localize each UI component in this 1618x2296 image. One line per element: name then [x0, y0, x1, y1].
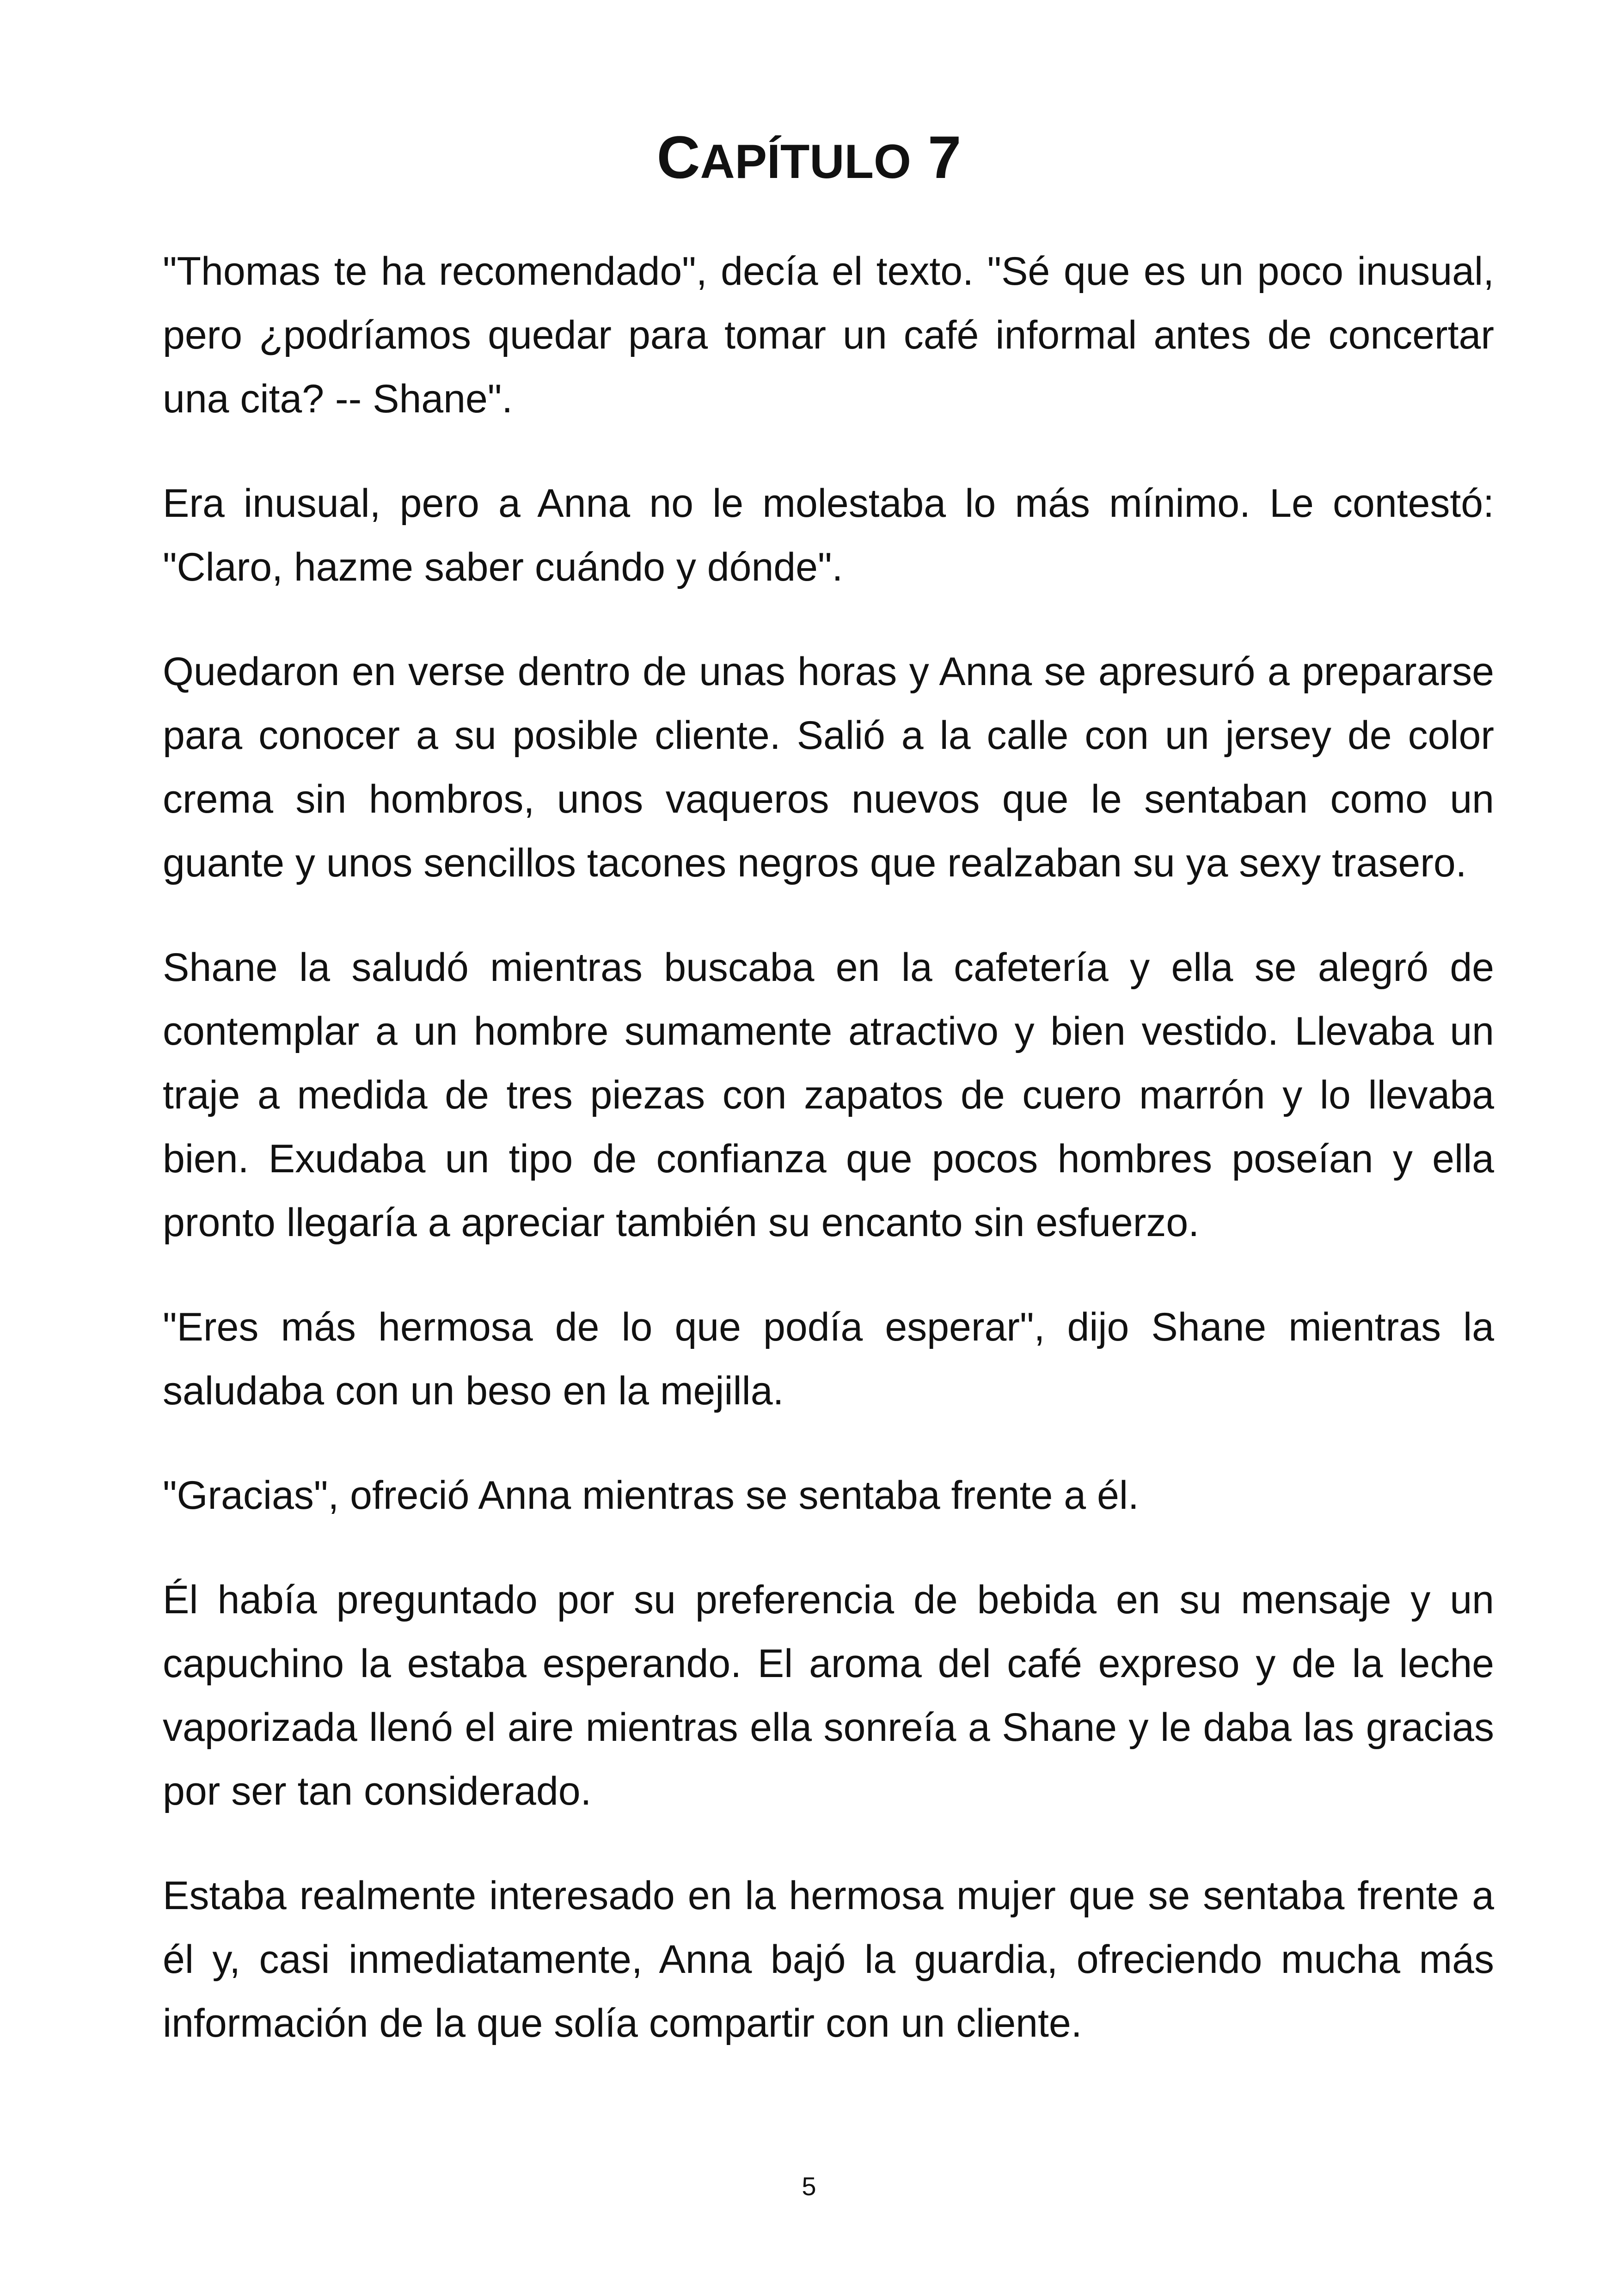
paragraph: Era inusual, pero a Anna no le molestaba lo más mínimo. Le contestó: "Claro, hazme saber cuándo y dónde".	[163, 481, 1494, 589]
chapter-number: 7	[928, 123, 962, 191]
chapter-title-initial: C	[656, 123, 700, 191]
paragraph: Él había preguntado por su preferencia de bebida en su mensaje y un capuchino la estaba esperando. El aroma del café expreso y de la leche vaporizada llenó el aire mientras ella sonreía a Shane y le daba las gracias por ser tan considerado.	[163, 1578, 1494, 1813]
paragraph: "Thomas te ha recomendado", decía el texto. "Sé que es un poco inusual, pero ¿podríamos quedar para tomar un café informal antes de concertar una cita? -- Shane".	[163, 249, 1494, 421]
paragraph: Shane la saludó mientras buscaba en la cafetería y ella se alegró de contemplar a un hombre sumamente atractivo y bien vestido. Llevaba un traje a medida de tres piezas con zapatos de cuero marrón y lo llevaba bien. Exudaba un tipo de confianza que pocos hombres poseían y ella pronto llegaría a apreciar también su encanto sin esfuerzo.	[163, 945, 1494, 1245]
chapter-body	[163, 239, 1494, 2096]
paragraph: "Gracias", ofreció Anna mientras se sentaba frente a él.	[163, 1473, 1139, 1518]
paragraph: Estaba realmente interesado en la hermosa mujer que se sentaba frente a él y, casi inmediatamente, Anna bajó la guardia, ofreciendo mucha más información de la que solía compartir con un cliente.	[163, 1874, 1494, 2045]
paragraph: "Eres más hermosa de lo que podía esperar", dijo Shane mientras la saludaba con un beso en la mejilla.	[163, 1305, 1494, 1413]
paragraph: Quedaron en verse dentro de unas horas y Anna se apresuró a prepararse para conocer a su posible cliente. Salió a la calle con un jersey de color crema sin hombros, unos vaqueros nuevos que le sentaban como un guante y unos sencillos tacones negros que realzaban su ya sexy trasero.	[163, 649, 1494, 885]
chapter-title-rest: APÍTULO	[700, 135, 911, 189]
chapter-title	[0, 118, 1618, 201]
page-number: 5	[802, 2172, 816, 2201]
